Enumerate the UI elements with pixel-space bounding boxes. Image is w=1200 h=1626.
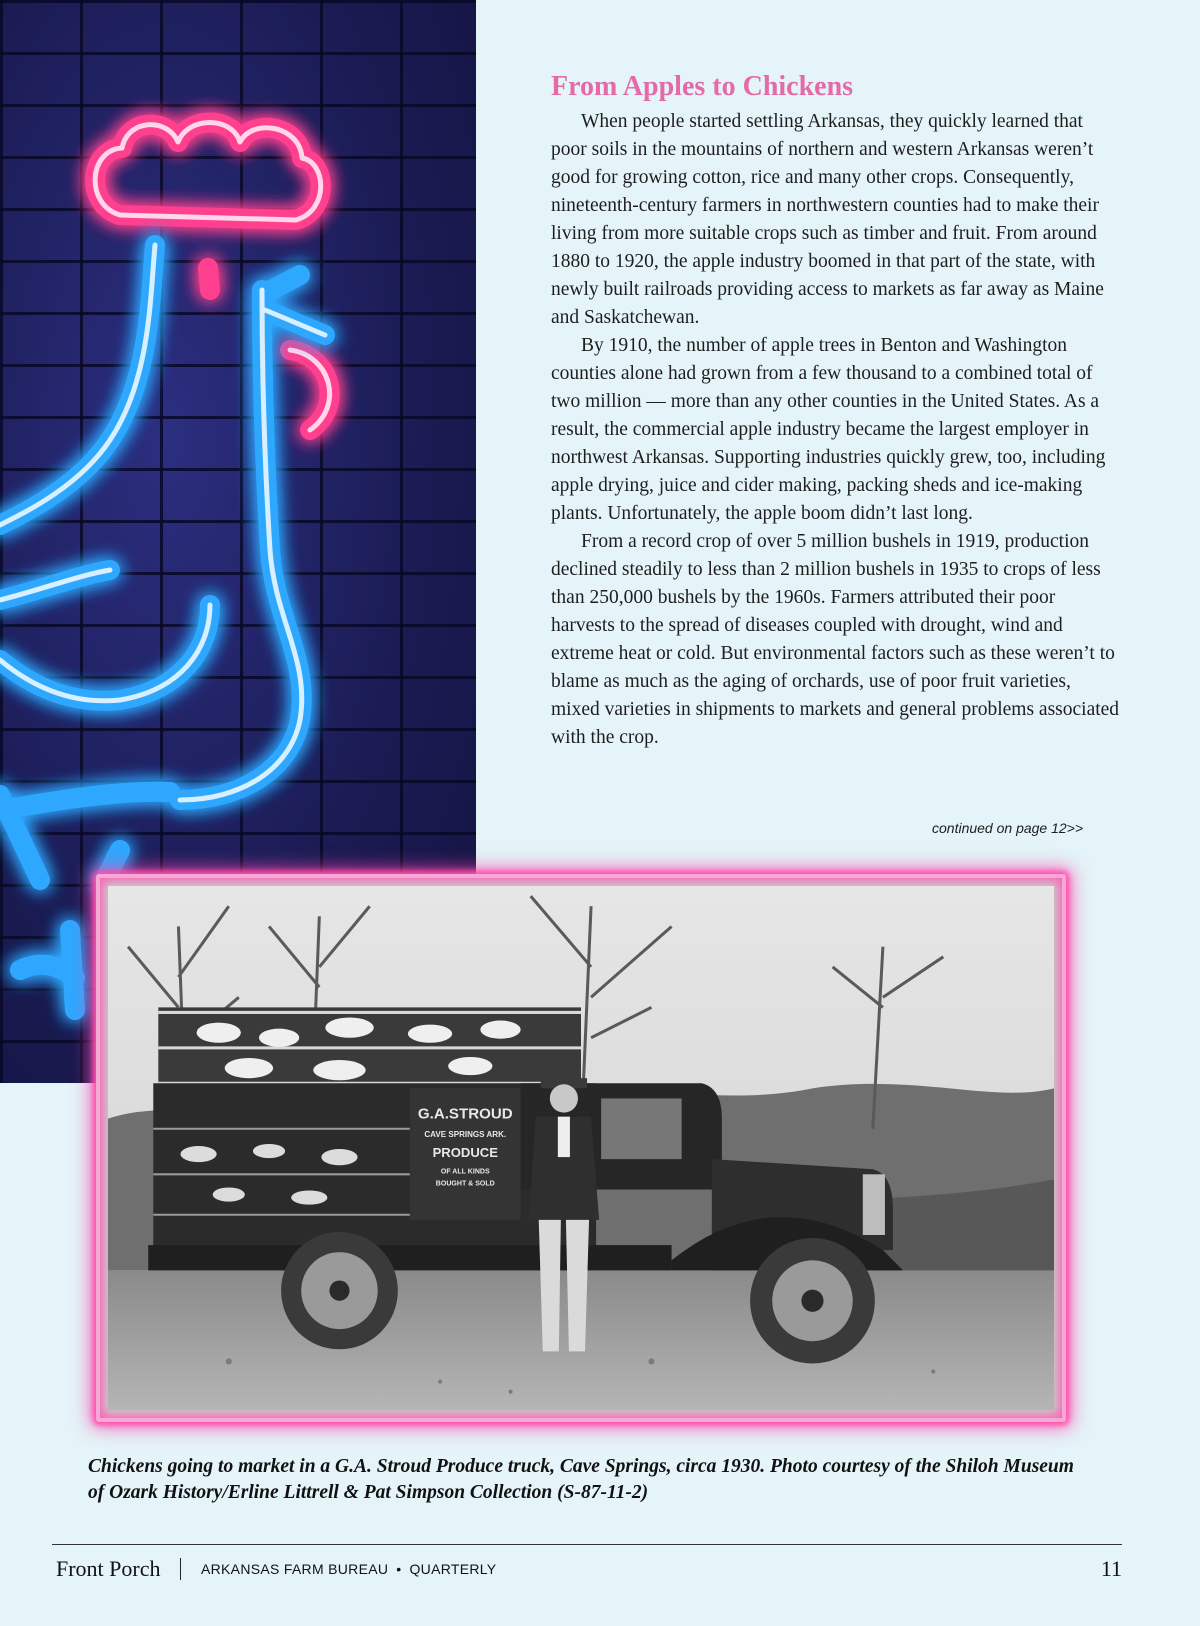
footer-brand: Front Porch — [56, 1556, 161, 1581]
article-paragraph-3: From a record crop of over 5 million bushels in 1919, production declined steadily to less than 2 million bushels in 1935 to crops of less than 250,000 bushels by the 1960s. Farmers attributed their poor harvests to the spread of diseases coupled with drought, wind and extreme heat or cold. But environmental factors such as these weren’t to blame as much as the aging of orchards, use of poor fruit varieties, mixed varieties in shipments to markets and general problems associated with the crop. — [551, 531, 1120, 748]
produce-truck-photo — [108, 886, 1054, 1410]
article-title: From Apples to Chickens — [551, 71, 854, 102]
footer-publication-name: ARKANSAS FARM BUREAU — [201, 1561, 389, 1577]
footer-publication — [201, 1561, 496, 1577]
truck-sign-line-1: G.A.STROUD — [417, 1105, 513, 1123]
page-footer — [56, 1555, 1122, 1585]
article-paragraph-1: When people started settling Arkansas, they quickly learned that poor soils in the mountains of northern and western Arkansas weren’t good for growing cotton, rice and many other crops. Consequently, nineteenth-century farmers in northwestern counties had to make their living from more suitable crops such as timber and fruit. From around 1880 to 1920, the apple industry boomed in that part of the state, with newly built railroads providing access to markets as far away as Maine and Saskatchewan. — [551, 111, 1104, 328]
footer-separator-line — [180, 1558, 181, 1580]
truck-sign-line-3: PRODUCE — [432, 1145, 498, 1161]
truck-sign-line-4: OF ALL KINDS — [440, 1168, 490, 1176]
historic-photo-frame — [96, 874, 1066, 1422]
footer-divider — [52, 1544, 1122, 1545]
article-paragraph-2: By 1910, the number of apple trees in Benton and Washington counties alone had grown from a few thousand to a combined total of two million — more than any other counties in the United States. As a result, the commercial apple industry became the largest employer in northwest Arkansas. Supporting industries quickly grew, too, including apple drying, juice and cider making, packing sheds and ice-making plants. Unfortunately, the apple boom didn’t last long. — [551, 335, 1106, 524]
page-number: 11 — [1100, 1556, 1122, 1581]
truck-sign-line-5: BOUGHT & SOLD — [435, 1180, 495, 1188]
photo-caption: Chickens going to market in a G.A. Stroud Produce truck, Cave Springs, circa 1930. Photo courtesy of the Shiloh Museum of Ozark History/Erline Littrell & Pat Simpson Collection (S-87-11-2) — [88, 1456, 1074, 1503]
article — [551, 70, 1121, 752]
footer-issue: QUARTERLY — [409, 1561, 497, 1577]
truck-sign-line-2: CAVE SPRINGS ARK. — [424, 1129, 507, 1139]
continued-link[interactable]: continued on page 12>> — [932, 820, 1084, 836]
footer-dot: • — [396, 1561, 402, 1577]
